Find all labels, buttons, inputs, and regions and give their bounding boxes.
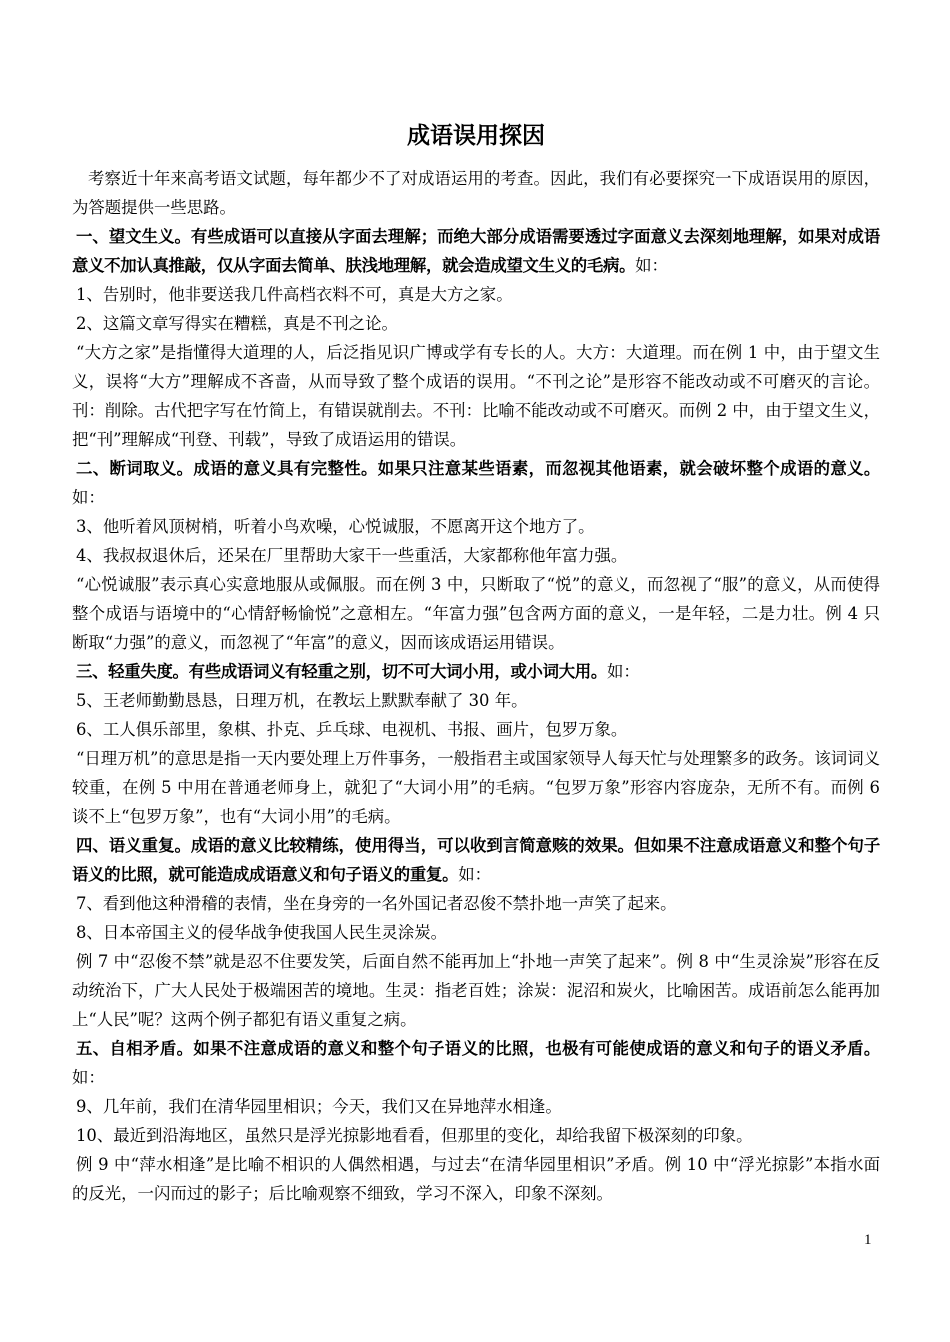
example-sentence: 6、工人俱乐部里，象棋、扑克、乒乓球、电视机、书报、画片，包罗万象。 [76, 720, 628, 739]
section-heading [72, 222, 880, 280]
example-sentence: 2、这篇文章写得实在糟糕，真是不刊之论。 [76, 314, 398, 333]
heading-tail: 如： [635, 256, 668, 275]
example-sentence: 3、他听着风顶树梢，听着小鸟欢噪，心悦诚服，不愿离开这个地方了。 [76, 517, 595, 536]
section-heading [72, 1034, 880, 1092]
example-sentence: 5、王老师勤勤恳恳，日理万机，在教坛上默默奉献了 30 年。 [76, 691, 528, 710]
heading-text: 一、望文生义。有些成语可以直接从字面去理解；而绝大部分成语需要透过字面意义去深刻地理解，如果对成语意义不加认真推敲，仅从字面去简单、肤浅地理解，就会造成望文生义的毛病。 [72, 227, 880, 275]
section-heading [72, 831, 880, 889]
section-heading [72, 454, 880, 512]
intro-paragraph: 考察近十年来高考语文试题，每年都少不了对成语运用的考查。因此，我们有必要探究一下成语误用的原因，为答题提供一些思路。 [72, 169, 880, 217]
heading-tail: 如： [458, 865, 491, 884]
heading-text: 五、自相矛盾。如果不注意成语的意义和整个句子语义的比照，也极有可能使成语的意义和句子的语义矛盾。 [76, 1039, 880, 1058]
heading-text: 二、断词取义。成语的意义具有完整性。如果只注意某些语素，而忽视其他语素，就会破坏整个成语的意义。 [76, 459, 880, 478]
document-page [72, 118, 880, 1208]
heading-text: 三、轻重失度。有些成语词义有轻重之别，切不可大词小用，或小词大用。 [76, 662, 607, 681]
analysis-paragraph: “日理万机”的意思是指一天内要处理上万件事务，一般指君主或国家领导人每天忙与处理繁多的政务。该词词义较重，在例 5 中用在普通老师身上，就犯了“大词小用”的毛病。“包罗万象”形容内容庞杂，无所不有。而例 6 谈不上“包罗万象”，也有“大词小用”的毛病。 [72, 749, 880, 826]
page-number: 1 [864, 1232, 872, 1248]
analysis-paragraph: 例 9 中“萍水相逢”是比喻不相识的人偶然相遇，与过去“在清华园里相识”矛盾。例 10 中“浮光掠影”本指水面的反光，一闪而过的影子；后比喻观察不细致，学习不深入，印象不深刻。 [72, 1155, 880, 1203]
heading-tail: 如： [72, 488, 105, 507]
example-sentence: 10、最近到沿海地区，虽然只是浮光掠影地看看，但那里的变化，却给我留下极深刻的印象。 [76, 1126, 753, 1145]
example-sentence: 4、我叔叔退休后，还呆在厂里帮助大家干一些重活，大家都称他年富力强。 [76, 546, 628, 565]
heading-tail: 如： [72, 1068, 105, 1087]
analysis-paragraph: 例 7 中“忍俊不禁”就是忍不住要发笑，后面自然不能再加上“扑地一声笑了起来”。例 8 中“生灵涂炭”形容在反动统治下，广大人民处于极端困苦的境地。生灵：指老百姓；涂炭：泥沼和炭火，比喻困苦。成语前怎么能再加上“人民”呢？这两个例子都犯有语义重复之病。 [72, 952, 880, 1029]
heading-tail: 如： [607, 662, 640, 681]
section-heading [72, 657, 880, 686]
heading-text: 四、语义重复。成语的意义比较精练，使用得当，可以收到言简意赅的效果。但如果不注意成语意义和整个句子语义的比照，就可能造成成语意义和句子语义的重复。 [72, 836, 880, 884]
example-sentence: 7、看到他这种滑稽的表情，坐在身旁的一名外国记者忍俊不禁扑地一声笑了起来。 [76, 894, 677, 913]
example-sentence: 8、日本帝国主义的侵华战争使我国人民生灵涂炭。 [76, 923, 448, 942]
example-sentence: 1、告别时，他非要送我几件高档衣料不可，真是大方之家。 [76, 285, 513, 304]
page-title: 成语误用探因 [407, 123, 545, 149]
analysis-paragraph: “心悦诚服”表示真心实意地服从或佩服。而在例 3 中，只断取了“悦”的意义，而忽视了“服”的意义，从而使得整个成语与语境中的“心情舒畅愉悦”之意相左。“年富力强”包含两方面的意义，一是年轻，二是力壮。例 4 只断取“力强”的意义，而忽视了“年富”的意义，因而该成语运用错误。 [72, 575, 880, 652]
example-sentence: 9、几年前，我们在清华园里相识；今天，我们又在异地萍水相逢。 [76, 1097, 562, 1116]
analysis-paragraph: “大方之家”是指懂得大道理的人，后泛指见识广博或学有专长的人。大方：大道理。而在例 1 中，由于望文生义，误将“大方”理解成不吝啬，从而导致了整个成语的误用。“不刊之论”是形容不能改动或不可磨灭的言论。刊：削除。古代把字写在竹简上，有错误就削去。不刊：比喻不能改动或不可磨灭。而例 2 中，由于望文生义，把“刊”理解成“刊登、刊载”，导致了成语运用的错误。 [72, 343, 880, 449]
